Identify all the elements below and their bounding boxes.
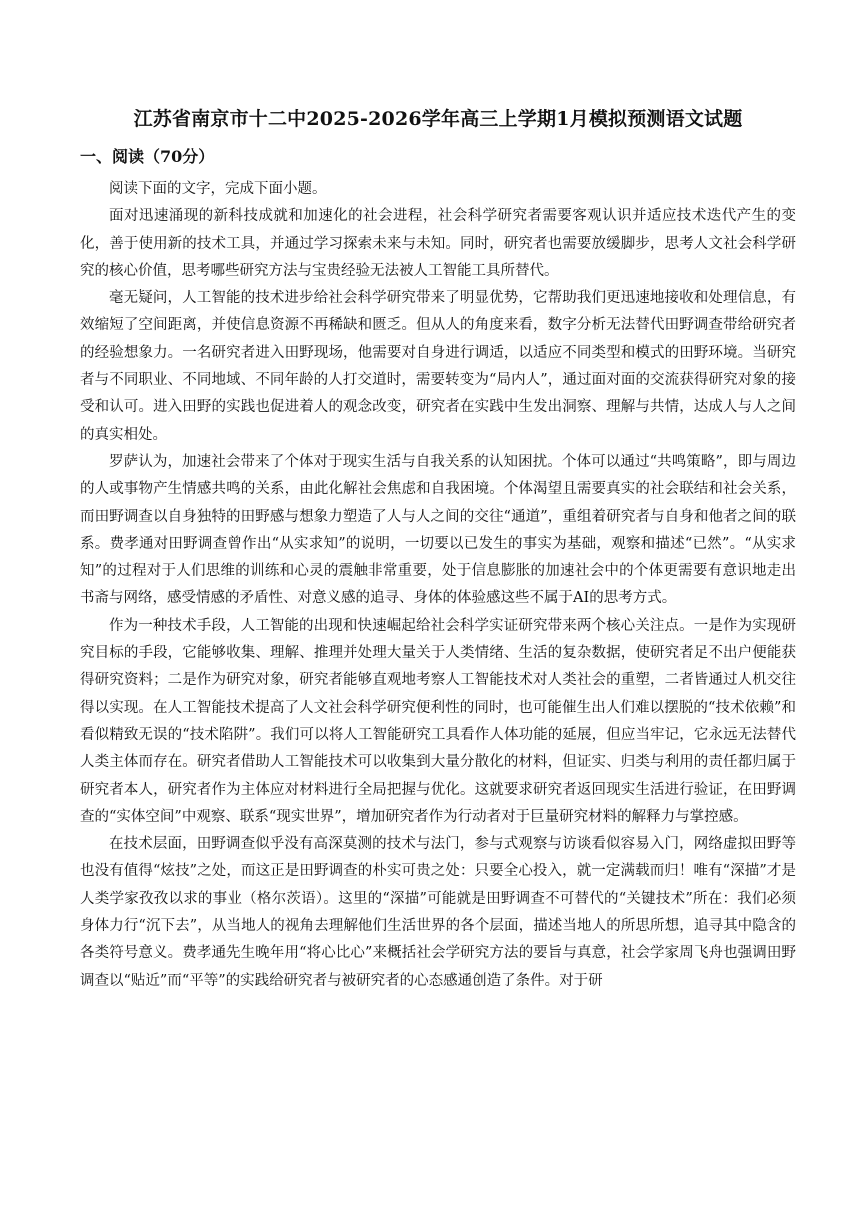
paragraph-2: 毫无疑问，人工智能的技术进步给社会科学研究带来了明显优势，它帮助我们更迅速地接收和处理信息，有效缩短了空间距离，并使信息资源不再稀缺和匮乏。但从人的角度来看，数字分析无法替代田野调查带给研究者的经验想象力。一名研究者进入田野现场，他需要对自身进行调适，以适应不同类型和模式的田野环境。当研究者与不同职业、不同地域、不同年龄的人打交道时，需要转变为“局内人”，通过面对面的交流获得研究对象的接受和认可。进入田野的实践也促进着人的观念改变，研究者在实践中生发出洞察、理解与共情，达成人与人之间的真实相处。 [80,290,796,443]
paragraph-3: 罗萨认为，加速社会带来了个体对于现实生活与自我关系的认知困扰。个体可以通过“共鸣策略”，即与周边的人或事物产生情感共鸣的关系，由此化解社会焦虑和自我困境。个体渴望且需要真实的社会联结和社会关系，而田野调查以自身独特的田野感与想象力塑造了人与人之间的交往“通道”，重组着研究者与自身和他者之间的联系。费孝通对田野调查曾作出“从实求知”的说明，一切要以已发生的事实为基础，观察和描述“已然”。“从实求知”的过程对于人们思维的训练和心灵的震触非常重要，处于信息膨胀的加速社会中的个体更需要有意识地走出书斋与网络，感受情感的矛盾性、对意义感的追寻、身体的体验感这些不属于AI的思考方式。 [80,453,796,607]
paragraph-instruction: 阅读下面的文字，完成下面小题。 [109,181,327,197]
paragraph-5: 在技术层面，田野调查似乎没有高深莫测的技术与法门，参与式观察与访谈看似容易入门，网络虚拟田野等也没有值得“炫技”之处，而这正是田野调查的朴实可贵之处：只要全心投入，就一定满载而归！唯有“深描”才是人类学家孜孜以求的事业（格尔茨语）。这里的“深描”可能就是田野调查不可替代的“关键技术”所在：我们必须身体力行“沉下去”，从当地人的视角去理解他们生活世界的各个层面，描述当地人的所思所想，追寻其中隐含的各类符号意义。费孝通先生晚年用“将心比心”来概括社会学研究方法的要旨与真意，社会学家周飞舟也强调田野调查以“贴近”而“平等”的实践给研究者与被研究者的心态感通创造了条件。对于研 [80,836,796,989]
reading-passage [80,176,796,995]
paragraph-4: 作为一种技术手段，人工智能的出现和快速崛起给社会科学实证研究带来两个核心关注点。一是作为实现研究目标的手段，它能够收集、理解、推理并处理大量关于人类情绪、生活的复杂数据，使研究者足不出户便能获得研究资料；二是作为研究对象，研究者能够直观地考察人工智能技术对人类社会的重塑，二者皆通过人机交往得以实现。在人工智能技术提高了人文社会科学研究便利性的同时，也可能催生出人们难以摆脱的“技术依赖”和看似精致无误的“技术陷阱”。我们可以将人工智能研究工具看作人体功能的延展，但应当牢记，它永远无法替代人类主体而存在。研究者借助人工智能技术可以收集到大量分散化的材料，但证实、归类与利用的责任都归属于研究者本人，研究者作为主体应对材料进行全局把握与优化。这就要求研究者返回现实生活进行验证，在田野调查的“实体空间”中观察、联系“现实世界”，增加研究者作为行动者对于巨量研究材料的解释力与掌控感。 [80,617,796,825]
paragraph-1: 面对迅速涌现的新科技成就和加速化的社会进程，社会科学研究者需要客观认识并适应技术迭代产生的变化，善于使用新的技术工具，并通过学习探索未来与未知。同时，研究者也需要放缓脚步，思考人文社会科学研究的核心价值，思考哪些研究方法与宝贵经验无法被人工智能工具所替代。 [80,208,796,279]
document-title: 江苏省南京市十二中2025-2026学年高三上学期1月模拟预测语文试题 [133,108,743,130]
section-heading: 一、阅读（70分） [80,147,215,166]
